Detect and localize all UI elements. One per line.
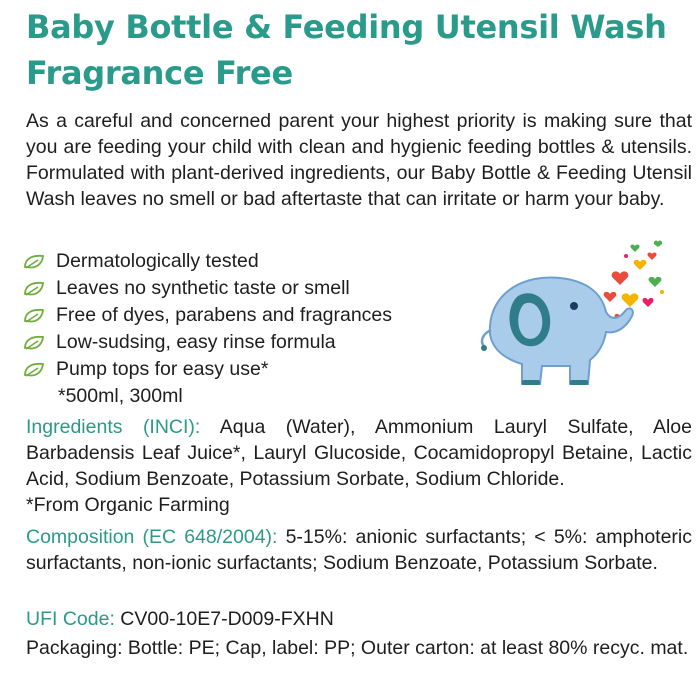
leaf-icon	[22, 361, 46, 379]
ingredients-label: Ingredients (INCI):	[26, 416, 201, 438]
feature-item	[22, 302, 442, 329]
ingredients-paragraph	[26, 414, 692, 518]
elephant-icon	[470, 234, 670, 404]
feature-item	[22, 356, 442, 383]
leaf-icon	[22, 334, 46, 352]
composition-paragraph	[26, 524, 692, 576]
ingredients-footnote: *From Organic Farming	[26, 494, 230, 516]
product-title: Baby Bottle & Feeding Utensil Wash Fragrance Free	[26, 8, 667, 92]
intro-paragraph: As a careful and concerned parent your highest priority is making sure that you are feeding your child with clean and hygienic feeding bottles & utensils. Formulated with plant-derived ingredients, our Baby Bottle & Feeding Utensil Wash leaves no smell or bad aftertaste that can irritate or harm your baby.	[26, 110, 692, 210]
feature-text: Dermatologically tested	[56, 250, 259, 272]
leaf-icon	[22, 280, 46, 298]
ufi-label: UFI Code:	[26, 608, 115, 630]
feature-item	[22, 248, 442, 275]
feature-list	[22, 248, 442, 383]
composition-text: 5-15%: anionic surfactants; < 5%: amphoteric surfactants, non-ionic surfactants; Sodium Benzoate, Potassium Sorbate.	[26, 526, 692, 574]
feature-item	[22, 275, 442, 302]
size-note: *500ml, 300ml	[58, 385, 183, 407]
ufi-paragraph	[26, 606, 692, 632]
packaging-paragraph: Packaging: Bottle: PE; Cap, label: PP; Outer carton: at least 80% recyc. mat.	[26, 637, 689, 659]
ingredients-text: Aqua (Water), Ammonium Lauryl Sulfate, Aloe Barbadensis Leaf Juice*, Lauryl Glucoside, Cocamidopropyl Betaine, Lactic Acid, Sodium Benzoate, Potassium Sorbate, Sodium Chloride.	[26, 416, 692, 490]
heart-icon	[604, 241, 664, 323]
feature-text: Free of dyes, parabens and fragrances	[56, 304, 393, 326]
composition-label: Composition (EC 648/2004):	[26, 526, 278, 548]
leaf-icon	[22, 253, 46, 271]
feature-text: Leaves no synthetic taste or smell	[56, 277, 350, 299]
feature-text: Pump tops for easy use*	[56, 358, 269, 380]
leaf-icon	[22, 307, 46, 325]
feature-text: Low-sudsing, easy rinse formula	[56, 331, 336, 353]
ufi-value: CV00-10E7-D009-FXHN	[120, 608, 334, 630]
feature-item	[22, 329, 442, 356]
